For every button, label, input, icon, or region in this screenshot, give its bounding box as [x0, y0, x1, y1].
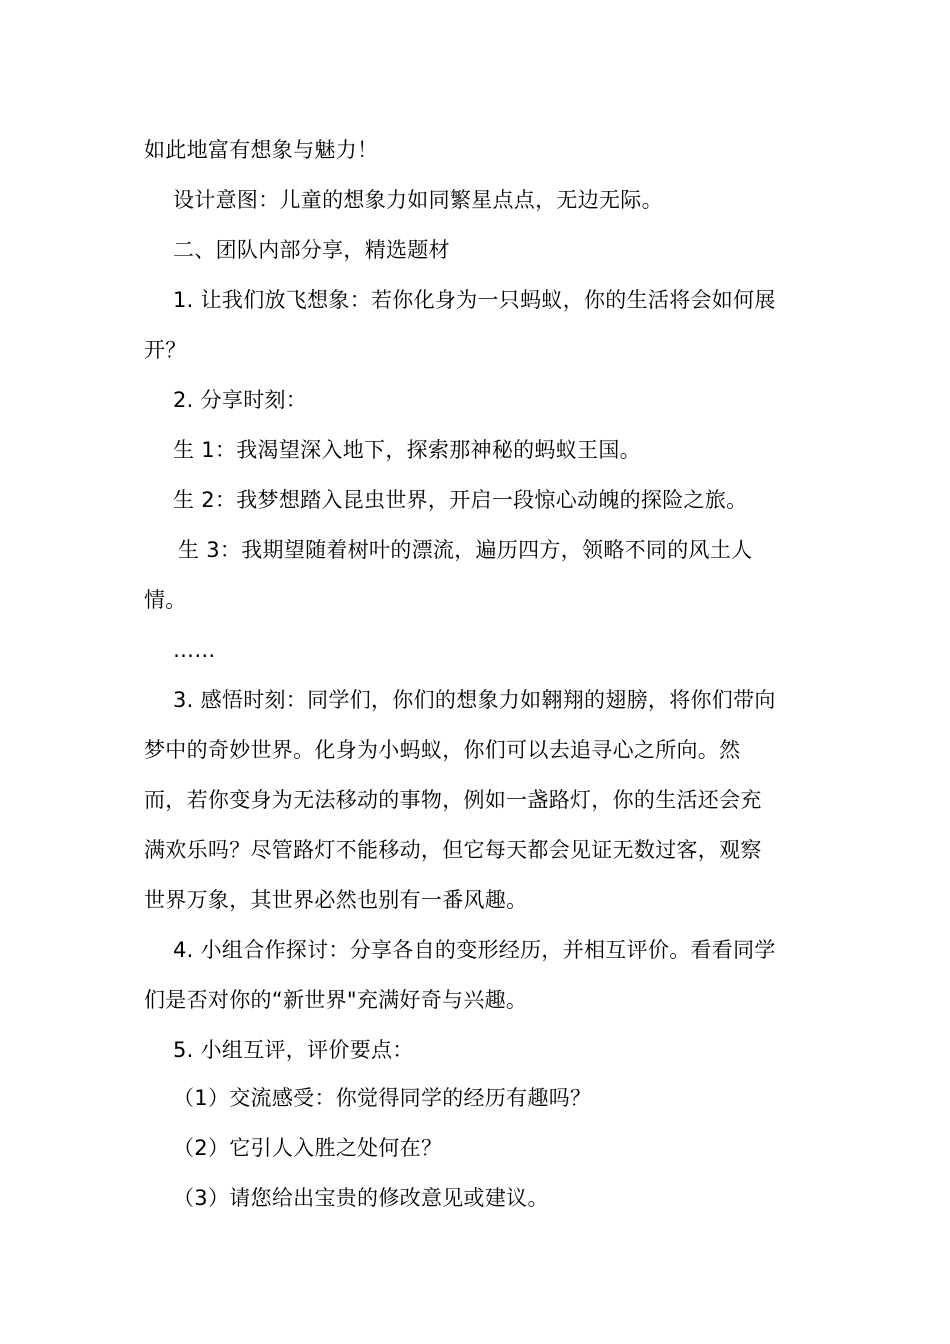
text-line: 梦中的奇妙世界。化身为小蚂蚁，你们可以去追寻心之所向。然: [144, 738, 741, 762]
text-line: 开？: [144, 338, 187, 362]
text-line: 如此地富有想象与魅力！: [144, 138, 379, 162]
list-item: （2）它引人入胜之处何在？: [173, 1136, 443, 1160]
text-line: 世界万象，其世界必然也别有一番风趣。: [144, 888, 528, 912]
text-line: 生 1：我渴望深入地下，探索那神秘的蚂蚁王国。: [173, 438, 641, 462]
ellipsis: ……: [173, 638, 216, 662]
text-line: 生 2：我梦想踏入昆虫世界，开启一段惊心动魄的探险之旅。: [173, 488, 748, 512]
list-item: （1）交流感受：你觉得同学的经历有趣吗？: [173, 1086, 592, 1110]
text-line: 而，若你变身为无法移动的事物，例如一盏路灯，你的生活还会充: [144, 788, 762, 812]
section-heading: 二、团队内部分享，精选题材: [173, 238, 450, 262]
text-line: 们是否对你的“新世界"充满好奇与兴趣。: [144, 988, 528, 1012]
text-line: 设计意图：儿童的想象力如同繁星点点，无边无际。: [173, 188, 663, 212]
text-line: 2. 分享时刻：: [173, 388, 308, 412]
text-line: 1. 让我们放飞想象：若你化身为一只蚂蚁，你的生活将会如何展: [173, 288, 776, 312]
text-line: 情。: [144, 588, 187, 612]
text-line: 5. 小组互评，评价要点：: [173, 1038, 414, 1062]
text-line: 生 3：我期望随着树叶的漂流，遍历四方，领略不同的风土人: [178, 538, 753, 562]
text-line: 4. 小组合作探讨：分享各自的变形经历，并相互评价。看看同学: [173, 938, 776, 962]
text-line: 3. 感悟时刻：同学们，你们的想象力如翱翔的翅膀，将你们带向: [173, 688, 776, 712]
text-line: 满欢乐吗？尽管路灯不能移动，但它每天都会见证无数过客，观察: [144, 838, 762, 862]
list-item: （3）请您给出宝贵的修改意见或建议。: [173, 1186, 549, 1210]
